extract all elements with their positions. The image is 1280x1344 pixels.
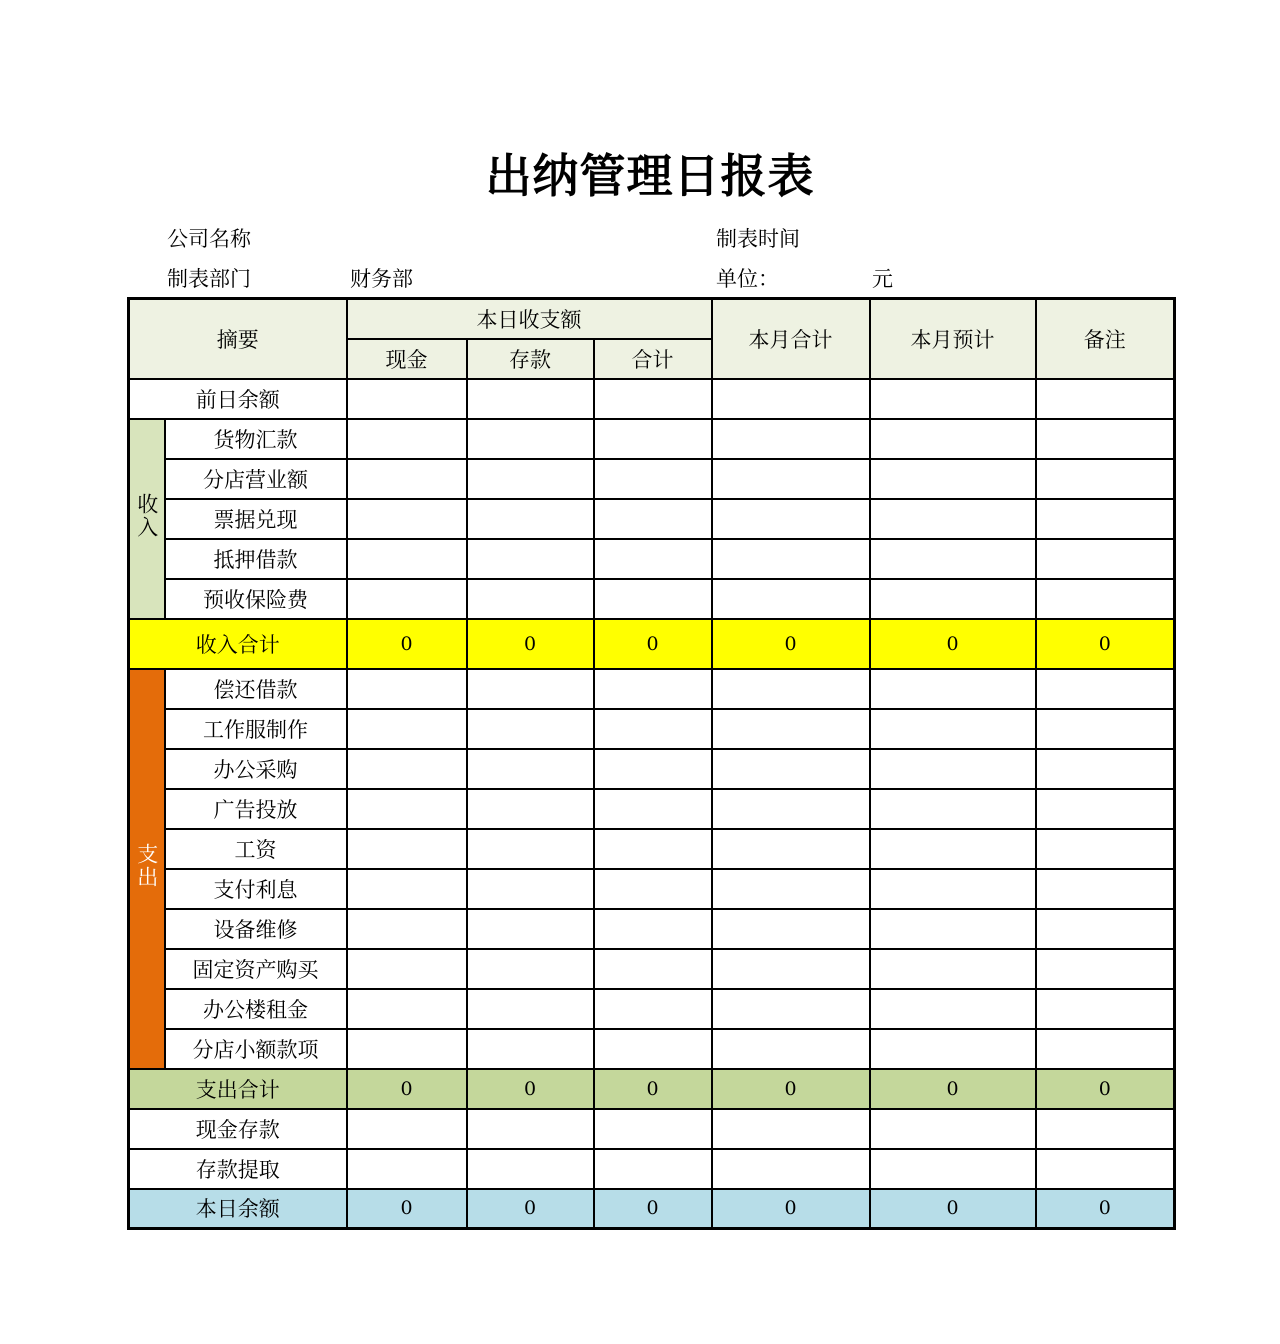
cell[interactable] <box>347 669 467 709</box>
cell[interactable] <box>467 1149 594 1189</box>
cell[interactable] <box>467 579 594 619</box>
cell[interactable] <box>347 419 467 459</box>
table-row <box>129 579 1175 619</box>
cell[interactable] <box>594 1149 712 1189</box>
row-label: 票据兑现 <box>165 499 347 539</box>
cell[interactable] <box>870 459 1036 499</box>
cell[interactable] <box>347 539 467 579</box>
cell[interactable] <box>467 949 594 989</box>
total-cell[interactable]: 0 <box>347 1069 467 1109</box>
cell[interactable] <box>1036 829 1175 869</box>
report-time-label: 制表时间 <box>716 227 800 251</box>
cell[interactable] <box>467 749 594 789</box>
cell[interactable] <box>870 669 1036 709</box>
cell[interactable] <box>347 579 467 619</box>
cell[interactable] <box>712 1029 870 1069</box>
cell[interactable] <box>870 1149 1036 1189</box>
cell[interactable] <box>467 1109 594 1149</box>
cell[interactable] <box>712 1109 870 1149</box>
total-cell[interactable]: 0 <box>870 1189 1036 1229</box>
table-row <box>129 1109 1175 1149</box>
row-label: 分店营业额 <box>165 459 347 499</box>
table-row <box>129 539 1175 579</box>
cell[interactable] <box>594 579 712 619</box>
cell[interactable] <box>347 909 467 949</box>
row-label: 固定资产购买 <box>165 949 347 989</box>
cell[interactable] <box>870 709 1036 749</box>
cell[interactable] <box>870 749 1036 789</box>
cell[interactable] <box>594 1029 712 1069</box>
total-cell[interactable]: 0 <box>712 1189 870 1229</box>
cell[interactable] <box>712 579 870 619</box>
cell[interactable] <box>870 869 1036 909</box>
cell[interactable] <box>1036 669 1175 709</box>
cell[interactable] <box>1036 419 1175 459</box>
cell[interactable] <box>594 949 712 989</box>
cell[interactable] <box>347 749 467 789</box>
total-cell[interactable]: 0 <box>594 1189 712 1229</box>
total-cell[interactable]: 0 <box>467 1189 594 1229</box>
income-total-row <box>129 619 1175 669</box>
cell[interactable] <box>712 989 870 1029</box>
cell[interactable] <box>467 829 594 869</box>
income-section-label <box>129 419 165 619</box>
cell[interactable] <box>594 539 712 579</box>
header-month-total: 本月合计 <box>712 299 870 379</box>
cell[interactable] <box>712 539 870 579</box>
cell[interactable] <box>594 379 712 419</box>
cell[interactable] <box>712 789 870 829</box>
cell[interactable] <box>1036 909 1175 949</box>
today-balance-row <box>129 1189 1175 1229</box>
total-cell[interactable]: 0 <box>594 1069 712 1109</box>
table-row <box>129 789 1175 829</box>
table-row <box>129 1029 1175 1069</box>
cell[interactable] <box>594 789 712 829</box>
row-label: 广告投放 <box>165 789 347 829</box>
cell[interactable] <box>594 669 712 709</box>
cell[interactable] <box>467 789 594 829</box>
table-row <box>129 869 1175 909</box>
cell[interactable] <box>594 909 712 949</box>
unit-label: 单位： <box>716 267 779 291</box>
cell[interactable] <box>1036 579 1175 619</box>
row-label: 前日余额 <box>129 379 347 419</box>
total-cell[interactable]: 0 <box>712 1069 870 1109</box>
cell[interactable] <box>712 1149 870 1189</box>
cell[interactable] <box>870 989 1036 1029</box>
row-label: 本日余额 <box>129 1189 347 1229</box>
total-cell[interactable]: 0 <box>467 1069 594 1109</box>
cell[interactable] <box>712 379 870 419</box>
cell[interactable] <box>870 949 1036 989</box>
row-label: 工作服制作 <box>165 709 347 749</box>
cell[interactable] <box>712 419 870 459</box>
header-month-forecast: 本月预计 <box>870 299 1036 379</box>
cell[interactable] <box>712 709 870 749</box>
row-label: 工资 <box>165 829 347 869</box>
cell[interactable] <box>467 989 594 1029</box>
total-cell[interactable]: 0 <box>594 619 712 669</box>
cell[interactable] <box>712 949 870 989</box>
cell[interactable] <box>1036 789 1175 829</box>
cell[interactable] <box>594 749 712 789</box>
table-row <box>129 499 1175 539</box>
header-cash: 现金 <box>347 339 467 379</box>
cell[interactable] <box>467 419 594 459</box>
total-cell[interactable]: 0 <box>1036 1069 1175 1109</box>
row-label: 支出合计 <box>129 1069 347 1109</box>
total-cell[interactable]: 0 <box>1036 1189 1175 1229</box>
row-label: 支付利息 <box>165 869 347 909</box>
row-label: 偿还借款 <box>165 669 347 709</box>
table-row <box>129 749 1175 789</box>
row-label: 分店小额款项 <box>165 1029 347 1069</box>
header-subtotal: 合计 <box>594 339 712 379</box>
cell[interactable] <box>1036 709 1175 749</box>
row-label: 收入合计 <box>129 619 347 669</box>
cell[interactable] <box>870 829 1036 869</box>
row-label: 设备维修 <box>165 909 347 949</box>
cell[interactable] <box>1036 459 1175 499</box>
report-title: 出纳管理日报表 <box>485 149 815 203</box>
cell[interactable] <box>467 869 594 909</box>
cell[interactable] <box>870 499 1036 539</box>
cell[interactable] <box>1036 379 1175 419</box>
income-section-text: 收入 <box>134 493 159 539</box>
cell[interactable] <box>467 459 594 499</box>
cell[interactable] <box>467 709 594 749</box>
header-deposit: 存款 <box>467 339 594 379</box>
cell[interactable] <box>467 1029 594 1069</box>
cell[interactable] <box>870 1109 1036 1149</box>
cell[interactable] <box>594 1109 712 1149</box>
table-row <box>129 829 1175 869</box>
table-row <box>129 909 1175 949</box>
cell[interactable] <box>347 1149 467 1189</box>
cell[interactable] <box>347 869 467 909</box>
cell[interactable] <box>467 909 594 949</box>
total-cell[interactable]: 0 <box>347 1189 467 1229</box>
table-row <box>129 379 1175 419</box>
cell[interactable] <box>347 949 467 989</box>
table-row <box>129 459 1175 499</box>
total-cell[interactable]: 0 <box>467 619 594 669</box>
total-cell[interactable]: 0 <box>1036 619 1175 669</box>
cell[interactable] <box>347 989 467 1029</box>
expense-section-text: 支出 <box>134 843 159 889</box>
table-row <box>129 1149 1175 1189</box>
cell[interactable] <box>1036 749 1175 789</box>
cell[interactable] <box>347 709 467 749</box>
cell[interactable] <box>594 989 712 1029</box>
table-row <box>129 989 1175 1029</box>
cell[interactable] <box>594 829 712 869</box>
table-row <box>129 709 1175 749</box>
total-cell[interactable]: 0 <box>870 619 1036 669</box>
cell[interactable] <box>1036 1149 1175 1189</box>
department-label: 制表部门 <box>167 267 251 291</box>
total-cell[interactable]: 0 <box>712 619 870 669</box>
cell[interactable] <box>467 379 594 419</box>
cell[interactable] <box>1036 1029 1175 1069</box>
cell[interactable] <box>594 709 712 749</box>
cell[interactable] <box>1036 869 1175 909</box>
cell[interactable] <box>347 379 467 419</box>
cell[interactable] <box>467 669 594 709</box>
cell[interactable] <box>870 909 1036 949</box>
expense-total-row <box>129 1069 1175 1109</box>
row-label: 货物汇款 <box>165 419 347 459</box>
cell[interactable] <box>1036 949 1175 989</box>
cell[interactable] <box>1036 539 1175 579</box>
table-row <box>129 419 1175 459</box>
row-label: 办公楼租金 <box>165 989 347 1029</box>
header-remarks: 备注 <box>1036 299 1175 379</box>
cell[interactable] <box>594 419 712 459</box>
row-label: 预收保险费 <box>165 579 347 619</box>
cell[interactable] <box>467 499 594 539</box>
cell[interactable] <box>347 459 467 499</box>
cell[interactable] <box>594 499 712 539</box>
row-label: 办公采购 <box>165 749 347 789</box>
total-cell[interactable]: 0 <box>347 619 467 669</box>
cell[interactable] <box>870 419 1036 459</box>
cell[interactable] <box>870 579 1036 619</box>
cell[interactable] <box>347 1109 467 1149</box>
department-value[interactable]: 财务部 <box>350 267 413 291</box>
header-summary: 摘要 <box>129 299 347 379</box>
cell[interactable] <box>347 789 467 829</box>
cell[interactable] <box>712 749 870 789</box>
cell[interactable] <box>712 459 870 499</box>
cell[interactable] <box>1036 1109 1175 1149</box>
cell[interactable] <box>712 909 870 949</box>
cell[interactable] <box>1036 989 1175 1029</box>
cashier-daily-report-table <box>127 297 1176 1230</box>
company-name-label: 公司名称 <box>167 227 251 251</box>
cell[interactable] <box>347 1029 467 1069</box>
cell[interactable] <box>594 459 712 499</box>
cell[interactable] <box>870 379 1036 419</box>
table-row <box>129 949 1175 989</box>
table-row <box>129 669 1175 709</box>
cell[interactable] <box>347 499 467 539</box>
cell[interactable] <box>712 499 870 539</box>
total-cell[interactable]: 0 <box>870 1069 1036 1109</box>
cell[interactable] <box>1036 499 1175 539</box>
row-label: 存款提取 <box>129 1149 347 1189</box>
cell[interactable] <box>870 1029 1036 1069</box>
cell[interactable] <box>347 829 467 869</box>
row-label: 现金存款 <box>129 1109 347 1149</box>
cell[interactable] <box>712 869 870 909</box>
row-label: 抵押借款 <box>165 539 347 579</box>
cell[interactable] <box>870 539 1036 579</box>
cell[interactable] <box>467 539 594 579</box>
unit-value[interactable]: 元 <box>872 267 893 291</box>
cell[interactable] <box>870 789 1036 829</box>
cell[interactable] <box>712 829 870 869</box>
expense-section-label <box>129 669 165 1069</box>
cell[interactable] <box>594 869 712 909</box>
header-daily-amount: 本日收支额 <box>347 299 712 339</box>
cell[interactable] <box>712 669 870 709</box>
